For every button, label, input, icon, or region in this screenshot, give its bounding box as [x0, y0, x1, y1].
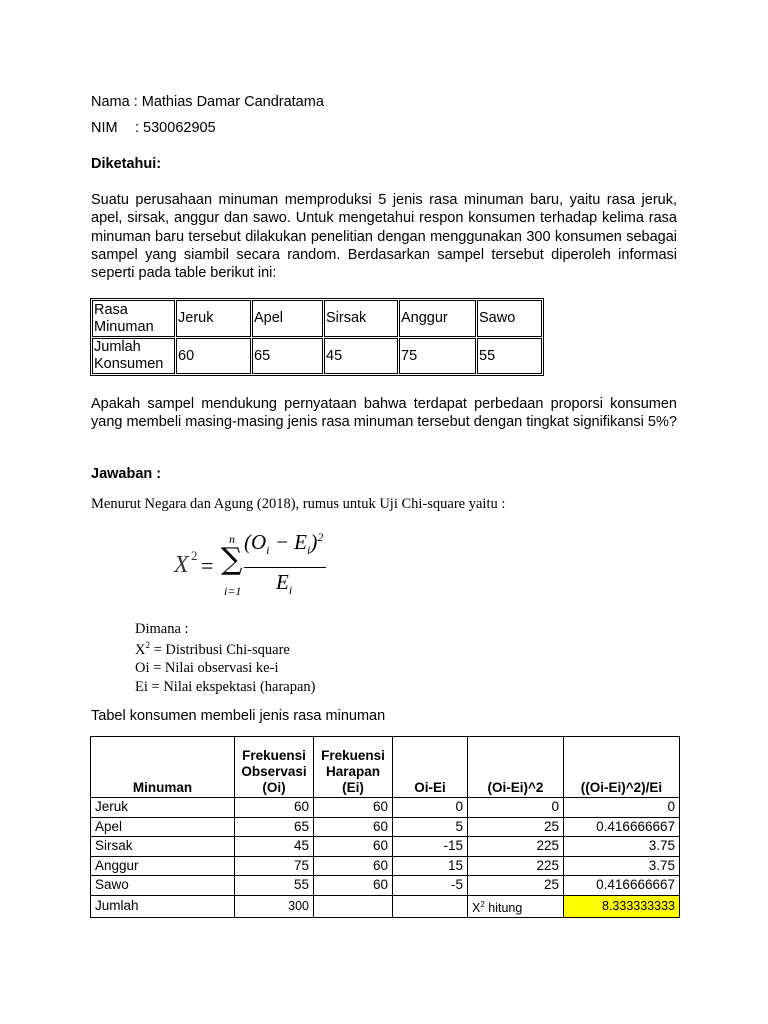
- formula-denominator: [276, 570, 292, 598]
- cell-diff-sq: 25: [468, 876, 564, 896]
- header-oi-ei-squared: (Oi-Ei)^2: [468, 737, 564, 798]
- flavor-cell: Apel: [252, 300, 323, 337]
- num-open: (O: [244, 530, 267, 554]
- nim-label: NIM: [91, 120, 118, 136]
- formula-intro: Menurut Negara dan Agung (2018), rumus untuk Uji Chi-square yaitu :: [91, 496, 506, 512]
- cell-component: 3.75: [564, 837, 680, 857]
- formula-lhs: X: [174, 552, 189, 578]
- cell-diff-sq: 25: [468, 817, 564, 837]
- total-label: Jumlah: [91, 895, 235, 917]
- flavor-header-cell: Rasa Minuman: [92, 300, 175, 337]
- consumer-header-cell: Jumlah Konsumen: [92, 338, 175, 374]
- def-ei: Ei = Nilai ekspektasi (harapan): [135, 679, 316, 695]
- cell-diff-sq: 225: [468, 837, 564, 857]
- cell-minuman: Apel: [91, 817, 235, 837]
- flavor-cell: Sirsak: [324, 300, 398, 337]
- consumer-cell: 45: [324, 338, 398, 374]
- header-chi-component: ((Oi-Ei)^2)/Ei: [564, 737, 680, 798]
- formula-upper: n: [229, 532, 235, 546]
- table-row: [91, 876, 680, 896]
- cell-diff: -5: [393, 876, 468, 896]
- total-oi: 300: [235, 895, 314, 917]
- consumer-row: [92, 338, 542, 374]
- consumer-cell: 60: [176, 338, 251, 374]
- chi-hitung-value: 8.333333333: [564, 895, 680, 917]
- den-e: E: [276, 570, 289, 594]
- header-observasi: Frekuensi Observasi (Oi): [235, 737, 314, 798]
- jawaban-heading: Jawaban :: [91, 466, 162, 482]
- cell-minuman: Jeruk: [91, 798, 235, 818]
- cell-component: 3.75: [564, 856, 680, 876]
- problem-paragraph: Suatu perusahaan minuman memproduksi 5 jenis rasa minuman baru, yaitu rasa jeruk, apel, sirsak, anggur dan sawo. Untuk mengetahui respon konsumen terhadap kelima rasa minuman baru tersebut dilakukan penelitian dengan menggunakan 300 konsumen sebagai sampel yang siambil secara random. Berdasarkan sampel tersebut diperoleh informasi seperti pada table berikut ini:: [91, 192, 677, 282]
- cell-ei: 60: [314, 798, 393, 818]
- table-row: [91, 817, 680, 837]
- chi-hitung-label: [468, 895, 564, 917]
- chi-square-table: [90, 736, 680, 918]
- cell-diff: 5: [393, 817, 468, 837]
- num-sub-i: i: [266, 543, 270, 558]
- cell-diff: 0: [393, 798, 468, 818]
- diketahui-heading: Diketahui:: [91, 156, 162, 172]
- def-x-sup: 2: [145, 640, 150, 650]
- num-sub-i2: i: [307, 543, 311, 558]
- table-total-row: [91, 895, 680, 917]
- formula-lower: i=1: [224, 584, 242, 598]
- cell-ei: 60: [314, 817, 393, 837]
- cell-minuman: Anggur: [91, 856, 235, 876]
- cell-oi: 65: [235, 817, 314, 837]
- table-row: [91, 798, 680, 818]
- flavor-cell: Sawo: [477, 300, 542, 337]
- def-x: [135, 640, 290, 659]
- cell-component: 0.416666667: [564, 817, 680, 837]
- flavor-row: [92, 300, 542, 337]
- total-empty: [314, 895, 393, 917]
- header-harapan: Frekuensi Harapan (Ei): [314, 737, 393, 798]
- consumer-cell: 65: [252, 338, 323, 374]
- cell-oi: 75: [235, 856, 314, 876]
- cell-minuman: Sawo: [91, 876, 235, 896]
- def-oi: Oi = Nilai observasi ke-i: [135, 660, 279, 676]
- consumer-cell: 55: [477, 338, 542, 374]
- cell-component: 0.416666667: [564, 876, 680, 896]
- cell-component: 0: [564, 798, 680, 818]
- cell-oi: 55: [235, 876, 314, 896]
- cell-ei: 60: [314, 837, 393, 857]
- cell-ei: 60: [314, 856, 393, 876]
- fraction-bar: [244, 567, 326, 568]
- cell-ei: 60: [314, 876, 393, 896]
- table2-title: Tabel konsumen membeli jenis rasa minuman: [91, 708, 386, 724]
- chi-label-pre: X: [472, 900, 481, 915]
- sigma-icon: ∑: [221, 542, 243, 577]
- header-oi-ei: Oi-Ei: [393, 737, 468, 798]
- flavor-cell: Jeruk: [176, 300, 251, 337]
- num-minus: − E: [269, 530, 308, 554]
- num-sup: 2: [317, 530, 324, 544]
- num-close: ): [310, 530, 318, 554]
- consumer-cell: 75: [399, 338, 476, 374]
- dimana-label: Dimana :: [135, 621, 189, 637]
- def-x-pre: X: [135, 641, 146, 658]
- chi-square-formula: [172, 528, 342, 604]
- den-sub-i: i: [288, 583, 293, 598]
- def-x-post: = Distribusi Chi-square: [149, 641, 290, 658]
- formula-numerator: [244, 530, 323, 558]
- cell-diff: -15: [393, 837, 468, 857]
- cell-oi: 60: [235, 798, 314, 818]
- formula-equals: =: [201, 553, 214, 578]
- header-minuman: Minuman: [91, 737, 235, 798]
- student-name: Nama : Mathias Damar Candratama: [91, 94, 324, 110]
- total-empty: [393, 895, 468, 917]
- question-paragraph: Apakah sampel mendukung pernyataan bahwa terdapat perbedaan proporsi konsumen yang membeli masing-masing jenis rasa minuman tersebut dengan tingkat signifikansi 5%?: [91, 396, 677, 431]
- table-header-row: [91, 737, 680, 798]
- nim-value: : 530062905: [135, 120, 216, 136]
- cell-oi: 45: [235, 837, 314, 857]
- table-row: [91, 837, 680, 857]
- chi-label-post: hitung: [484, 900, 523, 915]
- cell-minuman: Sirsak: [91, 837, 235, 857]
- chi-label-sup: 2: [480, 899, 485, 909]
- cell-diff-sq: 225: [468, 856, 564, 876]
- flavor-table: [90, 298, 544, 376]
- formula-lhs-sup: 2: [191, 548, 198, 563]
- cell-diff: 15: [393, 856, 468, 876]
- table-row: [91, 856, 680, 876]
- cell-diff-sq: 0: [468, 798, 564, 818]
- flavor-cell: Anggur: [399, 300, 476, 337]
